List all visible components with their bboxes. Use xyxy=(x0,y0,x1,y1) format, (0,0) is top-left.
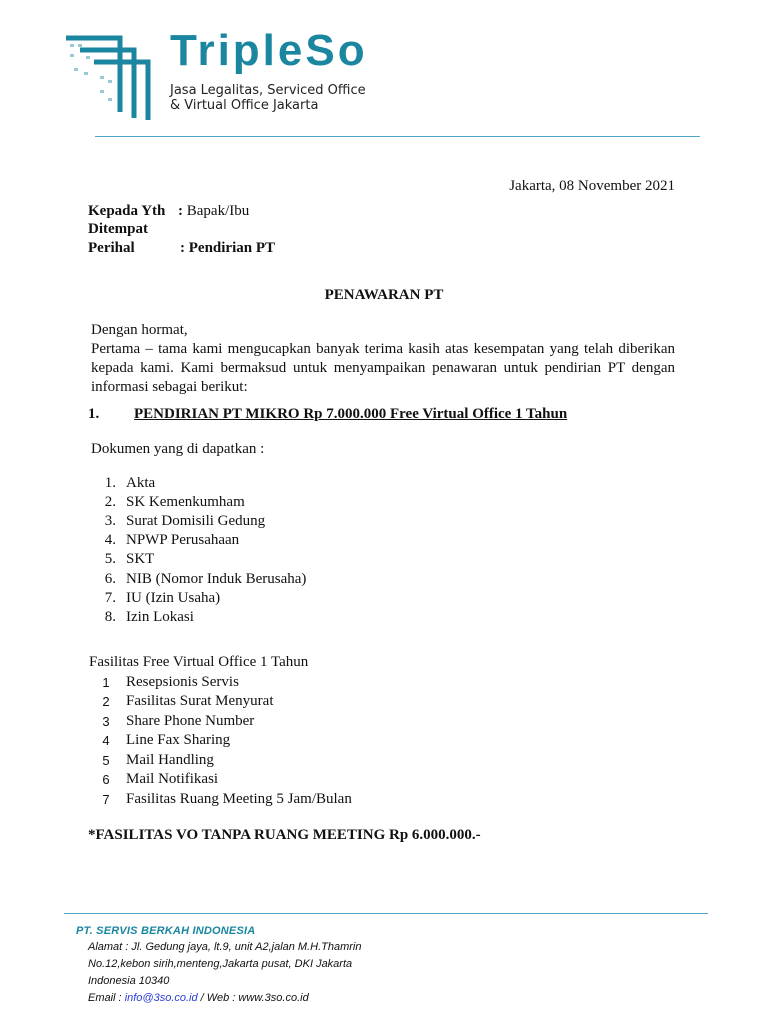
list-number: 2 xyxy=(102,694,110,709)
list-item: SKT xyxy=(126,551,155,567)
facilities-intro: Fasilitas Free Virtual Office 1 Tahun xyxy=(89,654,309,670)
list-item: IU (Izin Usaha) xyxy=(126,590,221,606)
section-number: 1. xyxy=(88,406,100,422)
list-item: Fasilitas Ruang Meeting 5 Jam/Bulan xyxy=(126,791,352,807)
list-item: Akta xyxy=(126,475,156,491)
greeting: Dengan hormat, xyxy=(91,322,188,338)
list-item: Share Phone Number xyxy=(126,713,255,729)
web-label: / Web : xyxy=(197,992,239,1004)
brand-tagline-line-2: & Virtual Office Jakarta xyxy=(170,98,319,113)
list-item: Mail Notifikasi xyxy=(126,771,219,787)
letter-title: PENAWARAN PT xyxy=(324,287,444,303)
email-link[interactable]: info@3so.co.id xyxy=(124,992,198,1004)
list-number: 1. xyxy=(104,475,116,491)
recipient-value: : Bapak/Ibu xyxy=(178,203,250,219)
web-link[interactable]: www.3so.co.id xyxy=(238,992,309,1004)
list-number: 4. xyxy=(104,532,116,548)
list-number: 4 xyxy=(102,733,110,748)
list-item: Fasilitas Surat Menyurat xyxy=(126,693,274,709)
list-number: 6. xyxy=(104,571,116,587)
list-item: Resepsionis Servis xyxy=(126,674,239,690)
list-number: 7 xyxy=(102,792,110,807)
list-number: 3 xyxy=(102,714,110,729)
recipient-name: Bapak/Ibu xyxy=(183,203,250,219)
list-item: Izin Lokasi xyxy=(126,609,194,625)
section-heading: PENDIRIAN PT MIKRO Rp 7.000.000 Free Virtual Office 1 Tahun xyxy=(134,406,568,422)
list-item: NPWP Perusahaan xyxy=(126,532,240,548)
list-item: Surat Domisili Gedung xyxy=(126,513,266,529)
footer-divider xyxy=(64,913,708,914)
pricing-note: *FASILITAS VO TANPA RUANG MEETING Rp 6.000.000.- xyxy=(88,827,481,843)
brand-name: TripleSo xyxy=(170,26,368,75)
brand-tagline-line-1: Jasa Legalitas, Serviced Office xyxy=(170,83,366,98)
footer-company-name: PT. SERVIS BERKAH INDONESIA xyxy=(76,925,256,937)
list-number: 1 xyxy=(102,675,110,690)
footer-contact xyxy=(88,991,309,1005)
list-item: NIB (Nomor Induk Berusaha) xyxy=(126,571,307,587)
place-label: Ditempat xyxy=(88,221,148,237)
subject-value: : Pendirian PT xyxy=(180,240,276,256)
list-number: 8. xyxy=(104,609,116,625)
list-item: Mail Handling xyxy=(126,752,214,768)
intro-paragraph: Pertama – tama kami mengucapkan banyak terima kasih atas kesempatan yang telah diberikan kepada kami. Kami bermaksud untuk menyampaikan penawaran untuk pendirian PT dengan informasi sebagai berikut: xyxy=(91,341,675,395)
documents-intro: Dokumen yang di dapatkan : xyxy=(91,441,265,457)
list-number: 5. xyxy=(104,551,116,567)
subject-label: Perihal xyxy=(88,240,135,256)
letter-date: Jakarta, 08 November 2021 xyxy=(509,178,675,194)
list-number: 6 xyxy=(102,772,110,787)
email-label: Email : xyxy=(88,992,125,1004)
list-item: Line Fax Sharing xyxy=(126,732,231,748)
company-logo-mark xyxy=(62,28,162,120)
footer-address-line-2: No.12,kebon sirih,menteng,Jakarta pusat, DKI Jakarta xyxy=(88,958,353,970)
recipient-label: Kepada Yth xyxy=(88,203,166,219)
list-item: SK Kemenkumham xyxy=(126,494,245,510)
footer-address-line-3: Indonesia 10340 xyxy=(88,975,170,987)
list-number: 3. xyxy=(104,513,116,529)
list-number: 7. xyxy=(104,590,116,606)
header-divider xyxy=(95,136,700,137)
footer-address-line-1: Alamat : Jl. Gedung jaya, lt.9, unit A2,jalan M.H.Thamrin xyxy=(88,941,362,953)
list-number: 5 xyxy=(102,753,110,768)
list-number: 2. xyxy=(104,494,116,510)
